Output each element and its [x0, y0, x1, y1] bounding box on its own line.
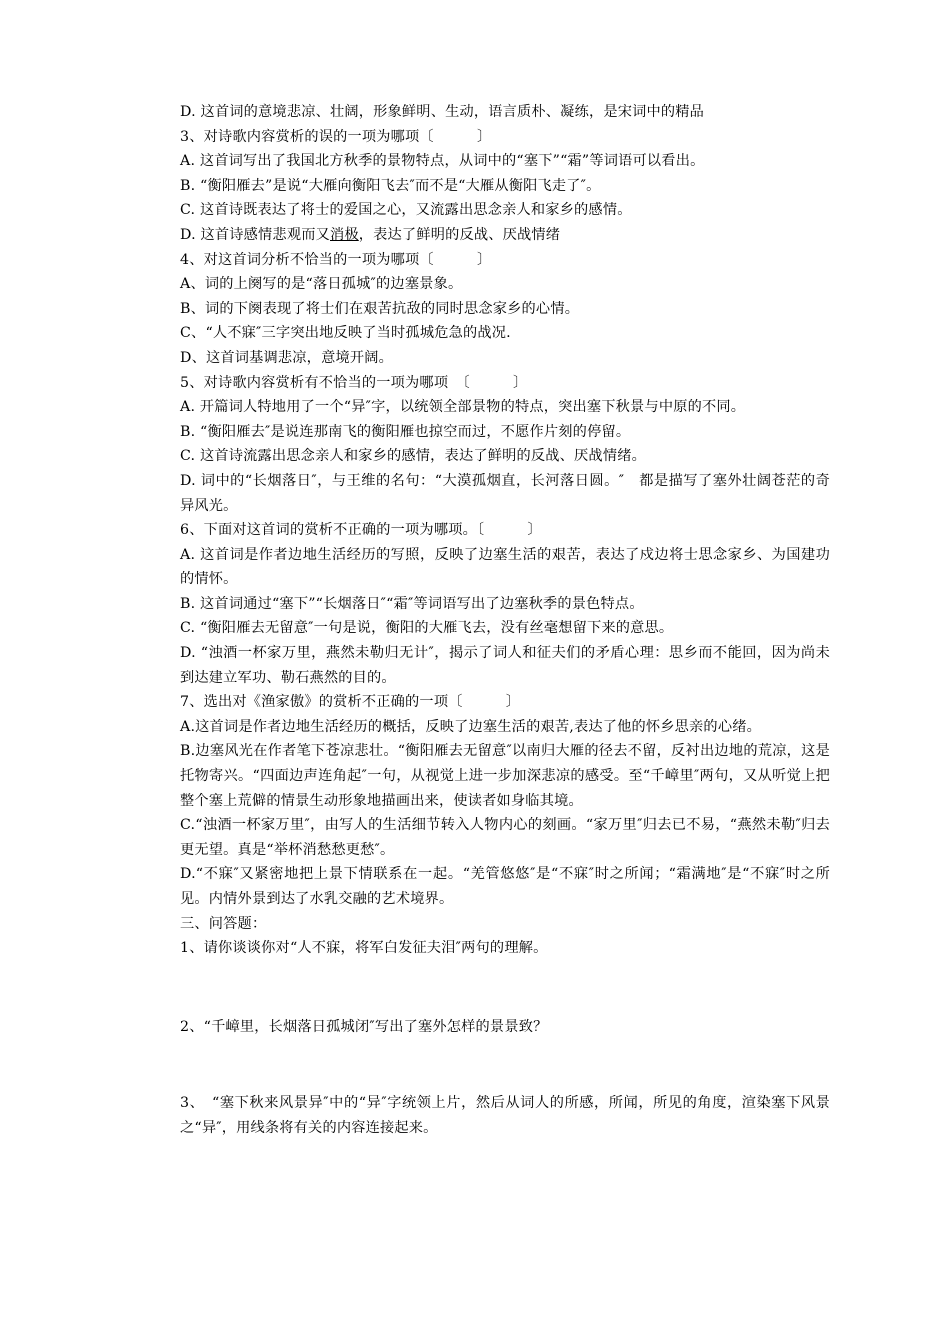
- q7-option-a: A.这首词是作者边地生活经历的概括，反映了边塞生活的艰苦,表达了他的怀乡思亲的心绪。: [180, 718, 761, 735]
- q4-option-a: A、词的上阕写的是“落日孤城″的边塞景象。: [180, 276, 463, 293]
- question-4-title: 4、对这首词分析不恰当的一项为哪项〔 〕: [180, 251, 492, 268]
- q4-option-b: B、词的下阕表现了将士们在艰苦抗敌的同时思念家乡的心情。: [180, 300, 580, 317]
- document-page: [180, 100, 830, 1141]
- q6-option-b: B. 这首词通过“塞下”“长烟落日″“霜″等词语写出了边塞秋季的景色特点。: [180, 595, 644, 612]
- section-3-title: 三、问答题：: [180, 915, 267, 932]
- q3-option-a: A. 这首词写出了我国北方秋季的景物特点，从词中的“塞下”“霜”等词语可以看出。: [180, 153, 705, 170]
- q3-option-d-underlined: 消极: [329, 226, 359, 243]
- q2-option-d: D. 这首词的意境悲凉、壮阔，形象鲜明、生动，语言质朴、凝练，是宋词中的精品: [180, 104, 705, 120]
- question-6-title: 6、下面对这首词的赏析不正确的一项为哪项。〔 〕: [180, 522, 542, 539]
- question-7-title: 7、选出对《渔家傲》的赏析不正确的一项〔 〕: [180, 694, 521, 711]
- question-5-title: 5、对诗歌内容赏析有不恰当的一项为哪项 〔 〕: [180, 374, 528, 391]
- q7-option-d: D.“不寐″又紧密地把上景下情联系在一起。“羌管悠悠″是“不寐″时之所闻；“霜满地″是“不寐″时之所见。内情外景到达了水乳交融的艺术境界。: [180, 866, 830, 907]
- q7-option-b: B.边塞风光在作者笔下苍凉悲壮。“衡阳雁去无留意″以南归大雁的径去不留，反衬出边地的荒凉，这是托物寄兴。“四面边声连角起″一句，从视觉上进一步加深悲凉的感受。至“千嶂里″两句，又从听觉上把整个塞上荒僻的情景生动形象地描画出来，使读者如身临其境。: [180, 743, 830, 809]
- qa-question-3: 3、 “塞下秋来风景异″中的“异″字统领上片，然后从词人的所感，所闻，所见的角度，渲染塞下风景之“异″，用线条将有关的内容连接起来。: [180, 1095, 830, 1136]
- q6-option-c: C. “衡阳雁去无留意″一句是说，衡阳的大雁飞去，没有丝毫想留下来的意思。: [180, 620, 674, 637]
- q3-option-d-post: ，表达了鲜明的反战、厌战情绪: [358, 226, 561, 243]
- q7-option-c: C.“浊酒一杯家万里″，由写人的生活细节转入人物内心的刻画。“家万里″归去已不易，“燕然未勒″归去更无望。真是“举杯消愁愁更愁″。: [180, 817, 830, 858]
- answer-space-1: [180, 961, 830, 1015]
- q6-option-a: A. 这首词是作者边地生活经历的写照，反映了边塞生活的艰苦，表达了戍边将士思念家乡、为国建功的情怀。: [180, 546, 830, 588]
- answer-space-2: [180, 1039, 830, 1091]
- q4-option-c: C、“人不寐″三字突出地反映了当时孤城危急的战况.: [180, 325, 511, 342]
- q3-option-d-pre: D. 这首诗感情悲观而又: [180, 226, 330, 243]
- question-3-title: 3、对诗歌内容赏析的误的一项为哪项〔 〕: [180, 128, 492, 145]
- q3-option-d: [180, 223, 830, 248]
- q5-option-c: C. 这首诗流露出思念亲人和家乡的感情，表达了鲜明的反战、厌战情绪。: [180, 448, 646, 465]
- q3-option-c: C. 这首诗既表达了将士的爱国之心，又流露出思念亲人和家乡的感情。: [180, 202, 632, 219]
- qa-question-1: 1、请你谈谈你对“人不寐，将军白发征夫泪″两句的理解。: [180, 940, 548, 957]
- q4-option-d: D、这首词基调悲凉，意境开阔。: [180, 349, 394, 366]
- q3-option-b: B. “衡阳雁去”是说“大雁向衡阳飞去″而不是“大雁从衡阳飞走了″。: [180, 177, 601, 194]
- q5-option-b: B. “衡阳雁去″是说连那南飞的衡阳雁也掠空而过，不愿作片刻的停留。: [180, 423, 631, 440]
- q6-option-d: D. “浊酒一杯家万里，燕然未勒归无计″，揭示了词人和征夫们的矛盾心理：思乡而不能回，因为尚未到达建立军功、勒石燕然的目的。: [180, 645, 830, 686]
- qa-question-2: 2、“千嶂里，长烟落日孤城闭″写出了塞外怎样的景景致？: [180, 1018, 548, 1035]
- q5-option-a: A. 开篇词人特地用了一个“异″字，以统领全部景物的特点，突出塞下秋景与中原的不同。: [180, 399, 746, 416]
- q5-option-d: D. 词中的“长烟落日″，与王维的名句：“大漠孤烟直，长河落日圆。″ 都是描写了塞外壮阔苍茫的奇异风光。: [180, 472, 830, 514]
